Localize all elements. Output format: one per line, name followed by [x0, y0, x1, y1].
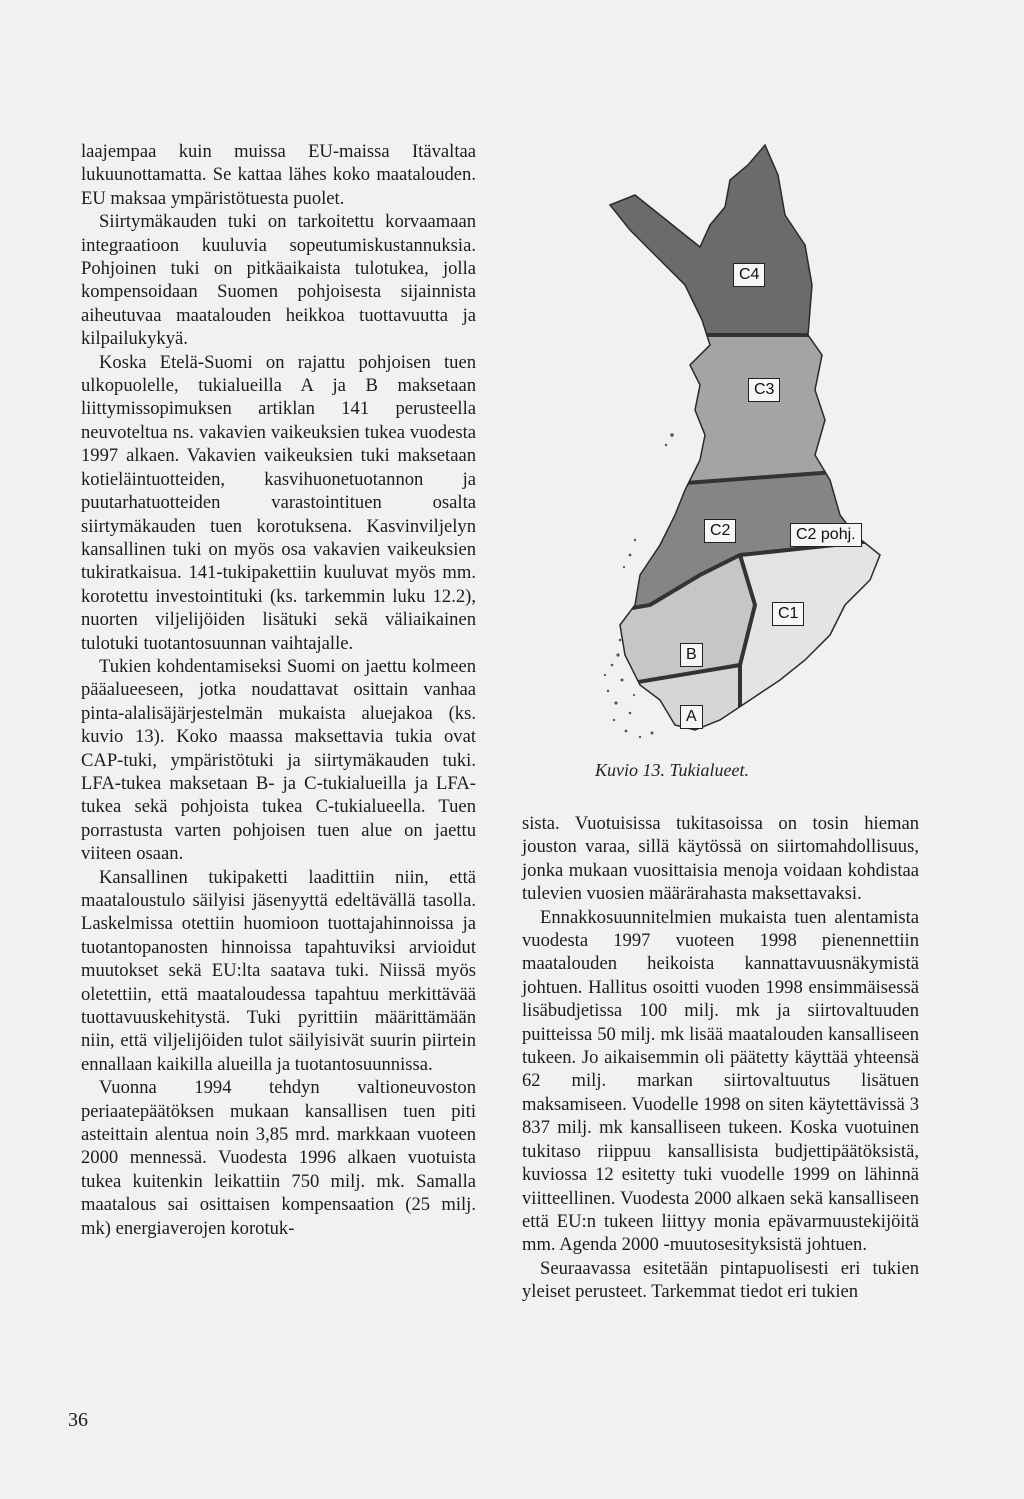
label-c3: C3 — [748, 378, 780, 402]
paragraph: Ennakkosuunnitelmien mukaista tuen alentamista vuodesta 1997 vuoteen 1998 pienennettiin maatalouden heikoista kannattavuusnäkymistä johtuen. Hallitus osoitti vuoden 1998 ensimmäisessä lisäbudjetissa 100 milj. mk ja siirtovaltuuden puitteissa 50 milj. mk lisää maatalouden kansalliseen tukeen. Jo aikaisemmin oli päätetty käyttää yhteensä 62 milj. markan siirtovaltuutus lisätuen maksamiseen. Vuodelle 1998 on siten käytettävissä 3 837 milj. mk kansalliseen tukeen. Koska vuotuinen tukitaso riippuu kansallisista budjettipäätöksistä, kuviossa 12 esitetty tuki vuodelle 1999 on lähinnä viitteellinen. Vuodesta 2000 alkaen sekä kansalliseen että EU:n tukeen liittyy monia epävarmuustekijöitä mm. Agenda 2000 -muutosesityksistä johtuen. — [522, 906, 919, 1256]
zones — [590, 135, 930, 760]
label-b: B — [680, 643, 703, 667]
paragraph: Kansallinen tukipaketti laadittiin niin, että maataloustulo säilyisi jäsenyyttä edeltävällä tasolla. Laskelmissa otettiin huomioon tuottajahinnoissa ja tuotantopanosten hinnoissa tapahtuviksi arvioidut muutokset sekä EU:lta saatava tuki. Niissä myös oletettiin, että maataloudessa tapahtuu merkittävää tuottavuuskehitystä. Tuki pyrittiin määrittämään niin, että viljelijöiden tulot säilyisivät suurin piirtein ennallaan kaikilla alueilla ja tuotantosuunnissa. — [81, 866, 476, 1075]
label-c2-north: C2 pohj. — [790, 523, 862, 547]
paragraph: Tukien kohdentamiseksi Suomi on jaettu kolmeen pääalueeseen, jotka noudattavat osittain vanhaa pinta-alalisäjärjestelmän mukaista aluejakoa (ks. kuvio 13). Koko maassa maksettavia tukia ovat CAP-tuki, ympäristötuki ja siirtymäkauden tuki. LFA-tukea maksetaan B- ja C-tukialueilla ja LFA-tukea sekä pohjoista tukea C-tukialueella. Tuen porrastusta varten pohjoisen tuen alue on jaettu viiteen osaan. — [81, 655, 476, 865]
label-a: A — [680, 705, 703, 729]
label-c2: C2 — [704, 519, 736, 543]
paragraph: Seuraavassa esitetään pintapuolisesti eri tukien yleiset perusteet. Tarkemmat tiedot eri tukien — [522, 1257, 919, 1303]
paragraph: Vuonna 1994 tehdyn valtioneuvoston periaatepäätöksen mukaan kansallisen tuen piti asteittain alentua noin 3,85 mrd. markkaan vuoteen 2000 mennessä. Vuodesta 1996 alkaen vuotuista tukea kuitenkin leikattiin 750 milj. mk. Samalla maatalous sai osittaisen kompensaation (25 milj. mk) energiaverojen korotuk- — [81, 1077, 476, 1239]
finland-map-graphic — [590, 135, 930, 760]
paragraph: Siirtymäkauden tuki on tarkoitettu korvaamaan integraatioon kuuluvia sopeutumiskustannuksia. Pohjoinen tuki on pitkäaikaista tulotukea, jolla kompensoidaan Suomen pohjoisesta sijainnista aiheutuvaa maatalouden heikkoa tuottavuutta ja kilpailukykyä. — [81, 211, 476, 350]
zone-c1 — [740, 535, 930, 760]
left-column — [81, 140, 476, 1240]
page-number: 36 — [68, 1409, 88, 1431]
figure-caption: Kuvio 13. Tukialueet. — [595, 760, 749, 780]
right-column — [522, 812, 919, 1304]
zone-c3 — [590, 335, 930, 490]
paragraph: laajempaa kuin muissa EU-maissa Itävaltaa lukuunottamatta. Se kattaa lähes koko maatalouden. EU maksaa ympäristötuesta puolet. — [81, 141, 476, 209]
paragraph: sista. Vuotuisissa tukitasoissa on tosin hieman jouston varaa, sillä käytössä on siirtomahdollisuus, jonka mukaan vuosittaisia menoja voidaan kohdistaa tulevien vuosien määrärahasta maksettavaksi. — [522, 813, 919, 905]
paragraph: Koska Etelä-Suomi on rajattu pohjoisen tuen ulkopuolelle, tukialueilla A ja B maksetaan liittymissopimuksen artiklan 141 perusteella neuvoteltua ns. vakavien vaikeuksien tukea vuodesta 1997 alkaen. Vakavien vaikeuksien tuki maksetaan kotieläintuotteiden, kasvihuonetuotannon ja puutarhatuotteiden varastointituen osalta siirtymäkauden tuen korotuksena. Kasvinviljelyn kansallinen tuki on myös osa vakavien vaikeuksien tukiratkaisua. 141-tukipakettiin kuuluvat myös mm. korotettu investointituki (ks. tarkemmin luku 12.2), nuorten viljelijöiden lisätuki sekä väliaikainen tulotuki tuotantosuunnan vaihtajalle. — [81, 351, 476, 654]
zone-c4 — [590, 135, 930, 335]
label-c4: C4 — [733, 263, 765, 287]
label-c1: C1 — [772, 602, 804, 626]
support-areas-map — [590, 135, 930, 760]
